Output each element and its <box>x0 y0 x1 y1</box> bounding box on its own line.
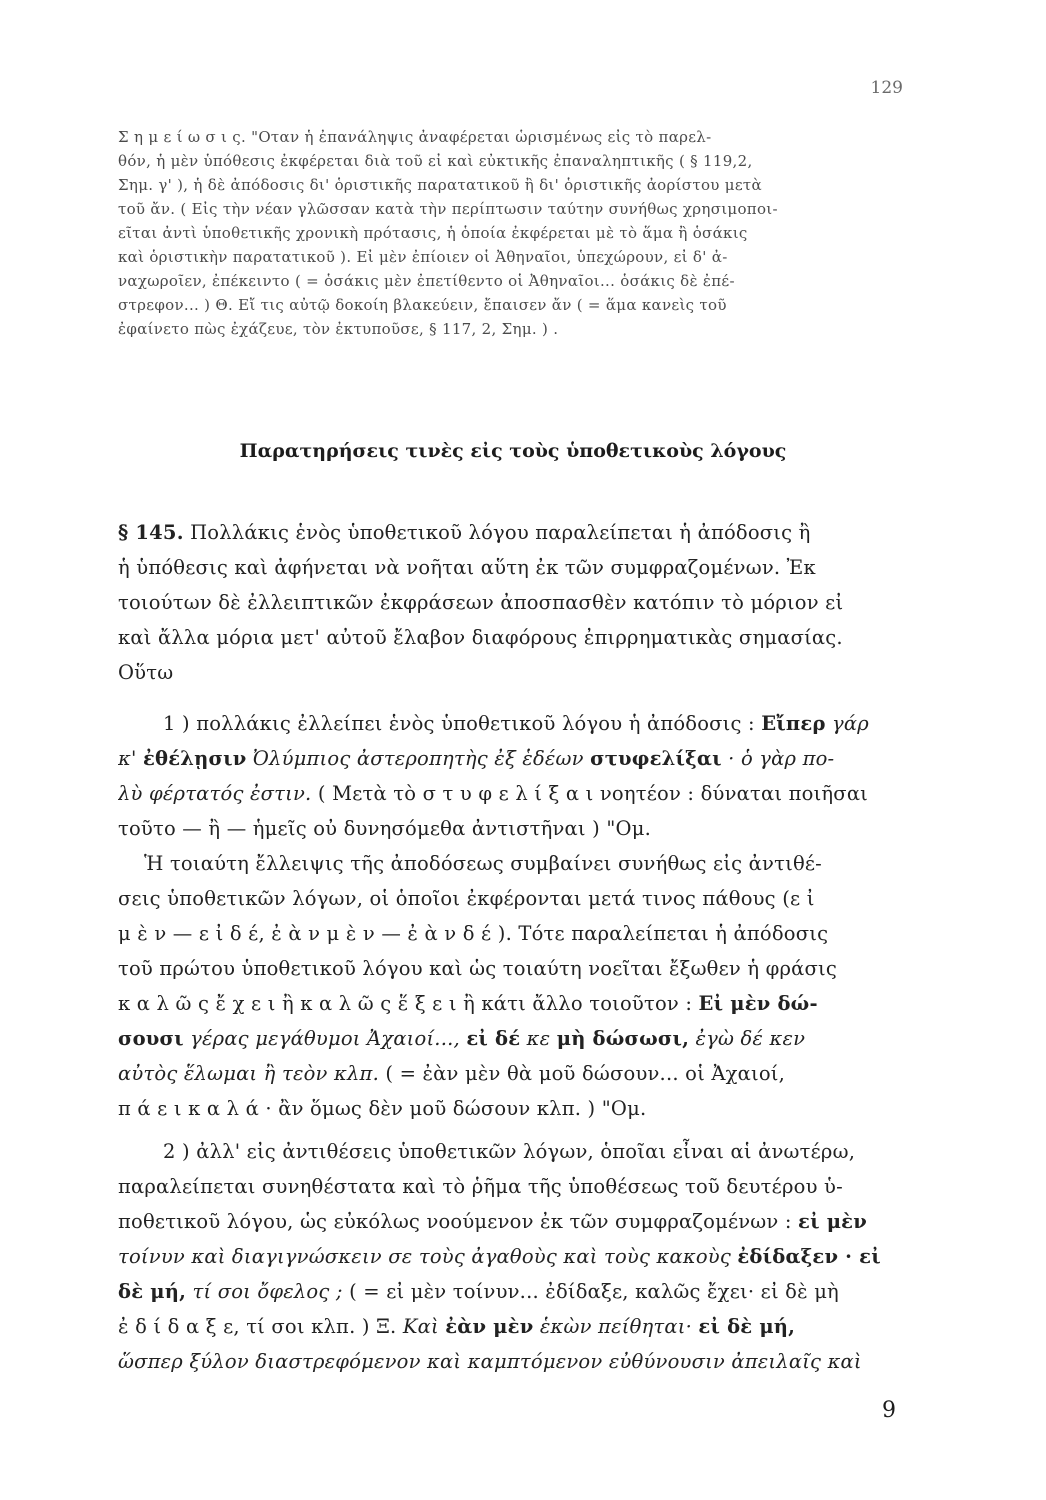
body-line: τοῦ πρώτου ὑποθετικοῦ λόγου καὶ ὡς τοιαύτη νοεῖται ἔξωθεν ἡ φράσις <box>118 957 838 980</box>
body-line: 2 ) ἀλλ' εἰς ἀντιθέσεις ὑποθετικῶν λόγων, ὁποῖαι εἶναι αἱ ἀνωτέρω, <box>163 1140 856 1163</box>
body-line <box>118 1056 908 1091</box>
body-line: Οὕτω <box>118 661 174 684</box>
text-run: ( = ἐὰν μὲν θὰ μοῦ δώσουν... οἱ Ἀχαιοί, <box>378 1062 786 1085</box>
body-line <box>118 1344 908 1379</box>
note-line: Σ η μ ε ί ω σ ι ς. "Οταν ἡ ἐπανάληψις ἀναφέρεται ὡρισμένως εἰς τὸ παρελ- <box>118 128 712 146</box>
paragraph-gap <box>118 1126 908 1134</box>
body-line: παραλείπεται συνηθέστατα καὶ τὸ ῥῆμα τῆς ὑποθέσεως τοῦ δευτέρου ὑ- <box>118 1175 843 1198</box>
italic-run: ἐγὼ δέ κεν <box>689 1027 806 1050</box>
remark-note <box>118 125 908 341</box>
note-line: ἐφαίνετο πὼς ἐχάζευε, τὸν ἐκτυποῦσε, § 117, 2, Σημ. ) . <box>118 320 559 338</box>
section-number: § 145. <box>118 521 184 544</box>
italic-run: τί σοι ὄφελος ; <box>186 1280 343 1303</box>
body-line: τοιούτων δὲ ἐλλειπτικῶν ἐκφράσεων ἀποσπασθὲν κατόπιν τὸ μόριον εἰ <box>118 591 844 614</box>
section-heading: Παρατηρήσεις τινὲς εἰς τοὺς ὑποθετικοὺς λόγους <box>239 440 787 462</box>
bold-run: στυφελίξαι <box>590 747 722 770</box>
italic-run: ἑκὼν πείθηται· <box>533 1315 699 1338</box>
text-run: ( Μετὰ τὸ σ τ υ φ ε λ ί ξ α ι νοητέον : δύναται ποιῆσαι <box>311 782 869 805</box>
bold-run: ἐδίδαξεν · εἰ <box>737 1245 881 1268</box>
body-line <box>118 1021 908 1056</box>
body-line: μ ὲ ν — ε ἰ δ έ, ἐ ὰ ν μ ὲ ν — ἐ ὰ ν δ έ ). Τότε παραλείπεται ἡ ἀπόδοσις <box>118 922 829 945</box>
page-number-bottom: 9 <box>882 1398 896 1423</box>
note-line: καὶ ὁριστικὴν παρατατικοῦ ). Εἰ μὲν ἐπίοιεν οἱ Ἀθηναῖοι, ὑπεχώρουν, εἰ δ' ἀ- <box>118 248 728 266</box>
body-line <box>118 1274 908 1309</box>
bold-run: σουσι <box>118 1027 184 1050</box>
main-text <box>118 515 908 1379</box>
bold-run: δὲ μή, <box>118 1280 187 1303</box>
italic-run: κ' <box>118 747 143 770</box>
note-line: τοῦ ἄν. ( Εἰς τὴν νέαν γλῶσσαν κατὰ τὴν περίπτωσιν ταύτην συνήθως χρησιμοποι- <box>118 200 778 218</box>
body-line <box>118 741 908 776</box>
note-line: εῖται ἀντὶ ὑποθετικῆς χρονικὴ πρότασις, ἡ ὁποία ἐκφέρεται μὲ τὸ ἅμα ἢ ὁσάκις <box>118 224 748 242</box>
bold-run: εἰ δέ <box>466 1027 521 1050</box>
bold-run: Εἰ μὲν δώ- <box>698 992 818 1015</box>
bold-run: ἐθέλῃσιν <box>142 747 247 770</box>
body-line <box>118 1309 908 1344</box>
section-first-line <box>118 515 908 550</box>
note-line: ναχωροῖεν, ἐπέκειντο ( = ὁσάκις μὲν ἐπετίθεντο οἱ Ἀθηναῖοι... ὁσάκις δὲ ἐπέ- <box>118 272 735 290</box>
body-line <box>118 1204 908 1239</box>
body-line: σεις ὑποθετικῶν λόγων, οἱ ὁποῖοι ἐκφέρονται μετά τινος πάθους (ε ἰ <box>118 887 815 910</box>
note-line: Σημ. γ' ), ἡ δὲ ἀπόδοσις δι' ὁριστικῆς παρατατικοῦ ἢ δι' ὁριστικῆς ἀορίστου μετὰ <box>118 176 762 194</box>
bold-run: ἐὰν μὲν <box>445 1315 534 1338</box>
italic-run: κε <box>520 1027 557 1050</box>
italic-run: γέρας μεγάθυμοι Ἀχαιοί..., <box>183 1027 467 1050</box>
bold-run: Εἴπερ <box>761 712 826 735</box>
italic-run: γάρ <box>825 712 869 735</box>
bold-run: εἰ μὲν <box>798 1210 867 1233</box>
section-text: Πολλάκις ἑνὸς ὑποθετικοῦ λόγου παραλείπεται ἡ ἀπόδοσις ἢ <box>190 521 811 544</box>
bold-run: μὴ δώσωσι, <box>556 1027 690 1050</box>
text-run: 1 ) πολλάκις ἐλλείπει ἑνὸς ὑποθετικοῦ λόγου ἡ ἀπόδοσις : <box>163 712 762 735</box>
body-line: καὶ ἄλλα μόρια μετ' αὐτοῦ ἔλαβον διαφόρους ἐπιρρηματικὰς σημασίας. <box>118 626 843 649</box>
page-number-top: 129 <box>870 78 903 98</box>
text-run: ἐ δ ί δ α ξ ε, τί σοι κλπ. ) Ξ. <box>118 1315 403 1338</box>
italic-run: ὥσπερ ξύλον διαστρεφόμενον καὶ καμπτόμενον εὐθύνουσιν ἀπειλαῖς καὶ <box>118 1350 862 1373</box>
body-line: ἡ ὑπόθεσις καὶ ἀφήνεται νὰ νοῆται αὕτη ἐκ τῶν συμφραζομένων. Ἐκ <box>118 556 816 579</box>
body-line: Ἡ τοιαύτη ἔλλειψις τῆς ἀποδόσεως συμβαίνει συνήθως εἰς ἀντιθέ- <box>144 852 822 875</box>
italic-run: Καὶ <box>402 1315 446 1338</box>
body-line <box>118 1239 908 1274</box>
italic-run: αὐτὸς ἕλωμαι ἢ τεὸν κλπ. <box>118 1062 379 1085</box>
italic-run: λὺ φέρτατός ἐστιν. <box>118 782 312 805</box>
body-line <box>118 706 908 741</box>
paragraph-gap <box>118 690 908 706</box>
note-line: στρεφον... ) Θ. Εἴ τις αὐτῷ δοκοίη βλακεύειν, ἔπαισεν ἄν ( = ἅμα κανεὶς τοῦ <box>118 296 727 314</box>
body-line: π ά ε ι κ α λ ά · ἂν ὅμως δὲν μοῦ δώσουν κλπ. ) "Ομ. <box>118 1097 647 1120</box>
bold-run: εἰ δὲ μή, <box>698 1315 796 1338</box>
italic-run: τοίνυν καὶ διαγιγνώσκειν σε τοὺς ἀγαθοὺς καὶ τοὺς κακοὺς <box>118 1245 738 1268</box>
text-run: ποθετικοῦ λόγου, ὡς εὐκόλως νοούμενον ἐκ τῶν συμφραζομένων : <box>118 1210 799 1233</box>
body-line <box>118 776 908 811</box>
note-line: θόν, ἡ μὲν ὑπόθεσις ἐκφέρεται διὰ τοῦ εἰ καὶ εὐκτικῆς ἐπαναληπτικῆς ( § 119,2, <box>118 152 753 170</box>
text-run: κ α λ ῶ ς ἔ χ ε ι ἢ κ α λ ῶ ς ἕ ξ ε ι ἢ κάτι ἄλλο τοιοῦτον : <box>118 992 699 1015</box>
italic-run: · ὁ γὰρ πο- <box>721 747 835 770</box>
body-line: τοῦτο — ἢ — ἡμεῖς οὐ δυνησόμεθα ἀντιστῆναι ) "Ομ. <box>118 817 652 840</box>
italic-run: Ὀλύμπιος ἀστεροπητὴς ἐξ ἑδέων <box>246 747 591 770</box>
text-run: ( = εἰ μὲν τοίνυν... ἐδίδαξε, καλῶς ἔχει· εἰ δὲ μὴ <box>342 1280 839 1303</box>
body-line <box>118 986 908 1021</box>
